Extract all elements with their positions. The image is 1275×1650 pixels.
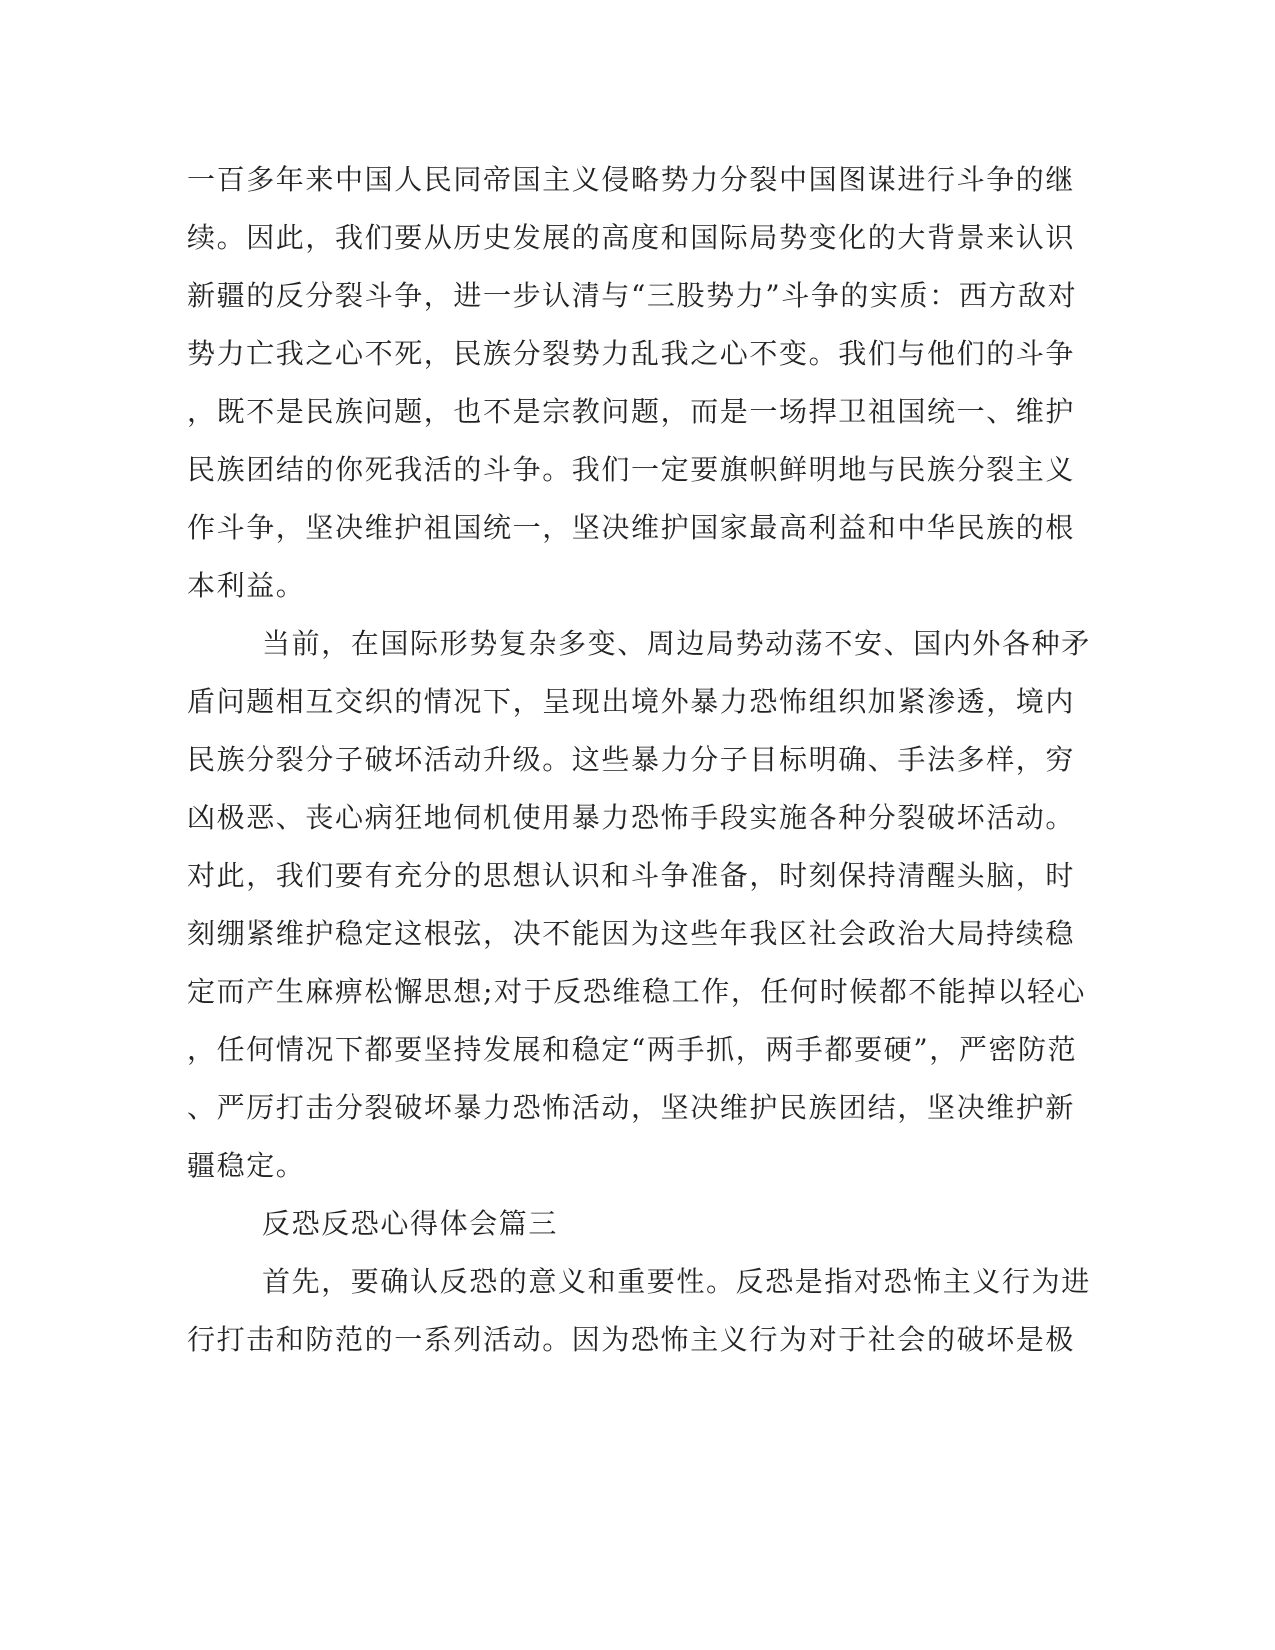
text-line: 民族团结的你死我活的斗争。我们一定要旗帜鲜明地与民族分裂主义 — [187, 453, 1076, 486]
text-line: 行打击和防范的一系列活动。因为恐怖主义行为对于社会的破坏是极 — [187, 1323, 1076, 1356]
paragraph-start-line: 当前，在国际形势复杂多变、周边局势动荡不安、国内外各种矛 — [262, 627, 1091, 660]
text-line: 刻绷紧维护稳定这根弦，决不能因为这些年我区社会政治大局持续稳 — [187, 917, 1076, 950]
text-line: 势力亡我之心不死，民族分裂势力乱我之心不变。我们与他们的斗争 — [187, 337, 1076, 370]
paragraph-start-line: 首先，要确认反恐的意义和重要性。反恐是指对恐怖主义行为进 — [262, 1265, 1091, 1298]
section-heading: 反恐反恐心得体会篇三 — [262, 1207, 559, 1240]
text-line: 对此，我们要有充分的思想认识和斗争准备，时刻保持清醒头脑，时 — [187, 859, 1076, 892]
text-line: 、严厉打击分裂破坏暴力恐怖活动，坚决维护民族团结，坚决维护新 — [187, 1091, 1076, 1124]
text-line: 作斗争，坚决维护祖国统一，坚决维护国家最高利益和中华民族的根 — [187, 511, 1076, 544]
text-line: ，任何情况下都要坚持发展和稳定“两手抓，两手都要硬”，严密防范 — [187, 1033, 1078, 1066]
text-line: 凶极恶、丧心病狂地伺机使用暴力恐怖手段实施各种分裂破坏活动。 — [187, 801, 1076, 834]
text-line: 定而产生麻痹松懈思想;对于反恐维稳工作，任何时候都不能掉以轻心 — [187, 975, 1087, 1008]
text-line: 盾问题相互交织的情况下，呈现出境外暴力恐怖组织加紧渗透，境内 — [187, 685, 1076, 718]
text-line: 本利益。 — [187, 569, 306, 602]
text-line: 民族分裂分子破坏活动升级。这些暴力分子目标明确、手法多样，穷 — [187, 743, 1076, 776]
text-line: ，既不是民族问题，也不是宗教问题，而是一场捍卫祖国统一、维护 — [187, 395, 1076, 428]
text-line: 新疆的反分裂斗争，进一步认清与“三股势力”斗争的实质：西方敌对 — [187, 279, 1078, 312]
text-line: 一百多年来中国人民同帝国主义侵略势力分裂中国图谋进行斗争的继 — [187, 163, 1076, 196]
text-line: 疆稳定。 — [187, 1149, 306, 1182]
text-line: 续。因此，我们要从历史发展的高度和国际局势变化的大背景来认识 — [187, 221, 1076, 254]
